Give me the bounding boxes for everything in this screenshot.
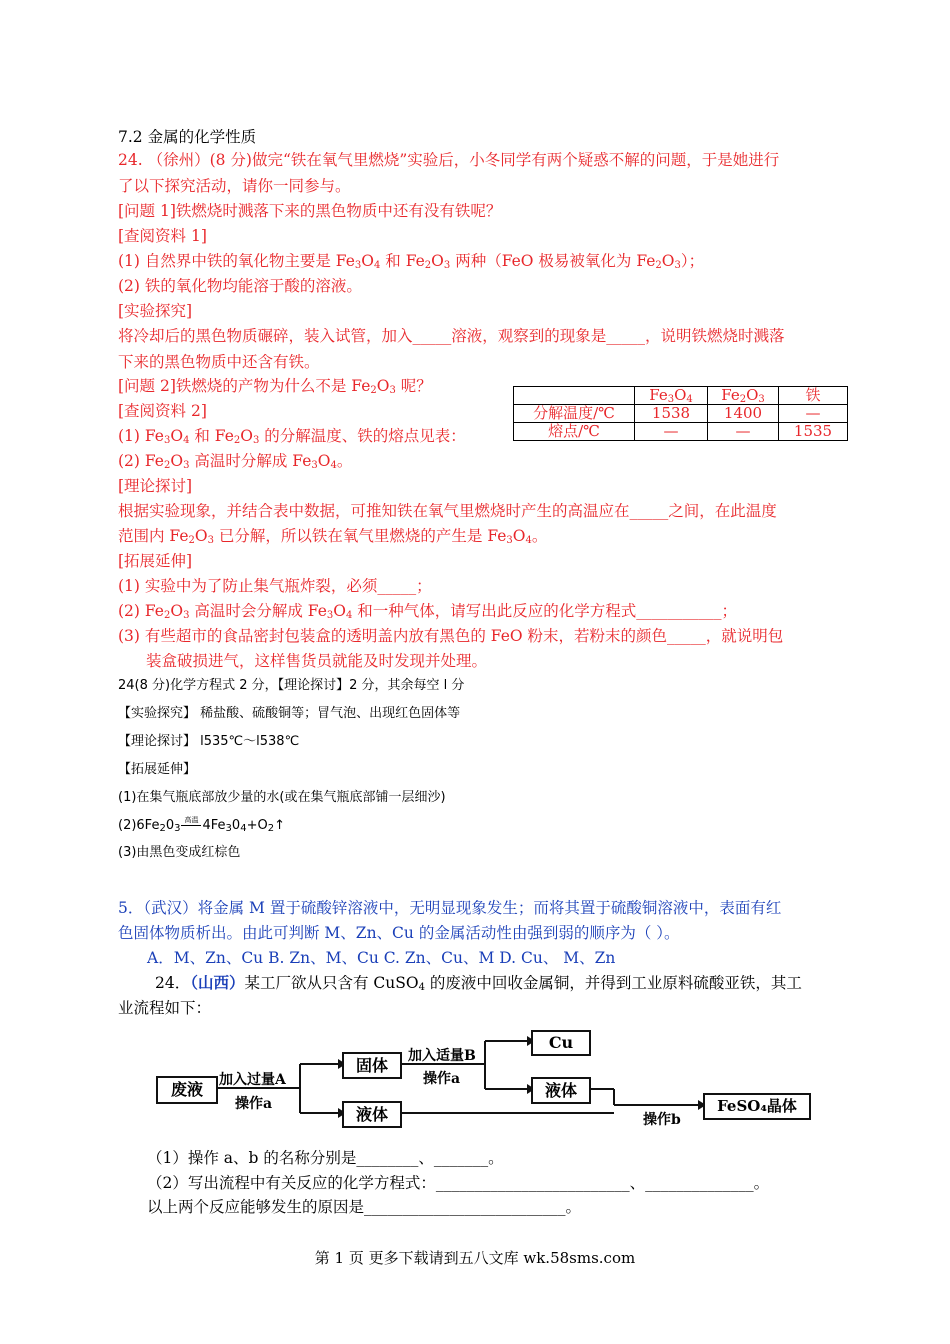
q24-ref1-a: (1) 自然界中铁的氧化物主要是 $Fe_3O_4$ 和 $Fe_2O_3$ 两种（FeO 极易被氧化为 $Fe_2O_3$）； xyxy=(118,252,705,271)
answer-l4: 【拓展延伸】 xyxy=(118,762,197,777)
flow-add-a-label: 加入过量A xyxy=(219,1072,286,1088)
flow-cu-box: Cu xyxy=(531,1030,591,1056)
answer-l1: 24(8 分)化学方程式 2 分，【理论探讨】2 分，其余每空 l 分 xyxy=(118,678,465,693)
flow-op-a1-label: 操作a xyxy=(235,1096,273,1112)
q24-ext-1: (1) 实验中为了防止集气瓶炸裂，必须_____； xyxy=(118,577,432,595)
flow-op-a2-label: 操作a xyxy=(423,1071,461,1087)
table-cell: 分解温度/℃ xyxy=(514,405,635,423)
q24-line1: 24. （徐州）(8 分)做完“铁在氧气里燃烧”实验后，小冬同学有两个疑惑不解的问题，于是她进行 xyxy=(118,151,780,169)
answer-l5: (1)在集气瓶底部放少量的水(或在集气瓶底部铺一层细沙) xyxy=(118,790,446,805)
q24-theory: [理论探讨] xyxy=(118,477,193,495)
answer-l2: 【实验探究】 稀盐酸、硫酸铜等；冒气泡、出现红色固体等 xyxy=(118,706,461,721)
answer-l3: 【理论探讨】 l535℃～l538℃ xyxy=(118,734,300,749)
table-cell: 1400 xyxy=(708,405,779,423)
q24-ext-3-l2: 装盒破损进气，这样售货员就能及时发现并处理。 xyxy=(146,652,488,670)
flow-product-box: FeSO₄晶体 xyxy=(703,1093,811,1120)
q24-exp-l2: 下来的黑色物质中还含有铁。 xyxy=(118,353,320,371)
q24b-q3: 以上两个反应能够发生的原因是__________________________。 xyxy=(147,1198,582,1216)
section-title: 7.2 金属的化学性质 xyxy=(118,128,257,146)
q24-problem2: [问题 2]铁燃烧的产物为什么不是 $Fe_2O_3$ 呢？ xyxy=(118,377,432,396)
q24-line2: 了以下探究活动，请你一同参与。 xyxy=(118,177,351,195)
flow-liquid-box-1: 液体 xyxy=(342,1101,402,1128)
answer-l7: (3)由黑色变成红棕色 xyxy=(118,845,241,860)
flow-liquid-box-2: 液体 xyxy=(531,1077,591,1104)
q24-theory-l2: 范围内 $Fe_2O_3$ 已分解，所以铁在氧气里燃烧的产生是 $Fe_3O_4$。 xyxy=(118,527,548,546)
q5-line1: 5．（武汉）将金属 M 置于硫酸锌溶液中，无明显现象发生；而将其置于硫酸铜溶液中，表面有红 xyxy=(118,899,782,917)
table-header-fe2o3: $Fe_2O_3$ xyxy=(708,387,779,405)
q24-ref2-b: (2) $Fe_2O_3$ 高温时分解成 $Fe_3O_4$。 xyxy=(118,452,353,471)
page-footer: 第 1 页 更多下载请到五八文库 wk.58sms.com xyxy=(314,1249,636,1267)
table-cell: — xyxy=(635,423,708,441)
q24-ext: [拓展延伸] xyxy=(118,552,193,570)
table-header-fe3o4: $Fe_3O_4$ xyxy=(635,387,708,405)
q24b-line1: 24．（山西）某工厂欲从只含有 CuSO$_4$ 的废液中回收金属铜，并得到工业原料硫酸亚铁，其工 xyxy=(155,973,802,993)
q24-ext-2: (2) $Fe_2O_3$ 高温时会分解成 $Fe_3O_4$ 和一种气体，请写出此反应的化学方程式___________； xyxy=(118,602,738,621)
q24b-q1: （1）操作 a、b 的名称分别是________、_______。 xyxy=(147,1149,504,1167)
q24-problem1: [问题 1]铁燃烧时溅落下来的黑色物质中还有没有铁呢？ xyxy=(118,202,502,220)
q24-ref2: [查阅资料 2] xyxy=(118,402,207,420)
q24-ext-3-l1: (3) 有些超市的食品密封包装盒的透明盖内放有黑色的 FeO 粉末，若粉末的颜色_____，就说明包 xyxy=(118,627,784,645)
table-cell: 1535 xyxy=(779,423,848,441)
q24b-line2: 业流程如下： xyxy=(118,999,212,1017)
q24-exp: [实验探究] xyxy=(118,302,193,320)
table-cell: 1538 xyxy=(635,405,708,423)
answer-l6: $(2)6Fe_20_3$ 高温 $4Fe_30_4+O_2↑$ xyxy=(118,816,285,834)
q24-theory-l1: 根据实验现象，并结合表中数据，可推知铁在氧气里燃烧时产生的高温应在_____之间，在此温度 xyxy=(118,502,777,520)
q24-ref2-a: (1) $Fe_3O_4$ 和 $Fe_2O_3$ 的分解温度、铁的熔点见表： xyxy=(118,427,466,446)
flow-waste-box: 废液 xyxy=(156,1076,218,1104)
flow-solid-box: 固体 xyxy=(342,1052,402,1079)
q24-ref1: [查阅资料 1] xyxy=(118,227,207,245)
flow-add-b-label: 加入适量B xyxy=(408,1048,476,1064)
q5-line2: 色固体物质析出。由此可判断 M、Zn、Cu 的金属活动性由强到弱的顺序为（ ）。 xyxy=(118,924,680,942)
q5-options: A．M、Zn、Cu B. Zn、M、Cu C. Zn、Cu、M D. Cu、 M、Zn xyxy=(147,949,616,967)
table-cell: — xyxy=(708,423,779,441)
q24-exp-l1: 将冷却后的黑色物质碾碎，装入试管，加入_____溶液，观察到的现象是_____，说明铁燃烧时溅落 xyxy=(118,327,785,345)
q24-ref1-b: (2) 铁的氧化物均能溶于酸的溶液。 xyxy=(118,277,362,295)
q24b-q2: （2）写出流程中有关反应的化学方程式：_________________________、______________。 xyxy=(147,1174,770,1192)
flow-op-b-label: 操作b xyxy=(643,1112,681,1128)
table-cell: — xyxy=(779,405,848,423)
table-header-iron: 铁 xyxy=(779,387,848,405)
table-cell: 熔点/℃ xyxy=(514,423,635,441)
